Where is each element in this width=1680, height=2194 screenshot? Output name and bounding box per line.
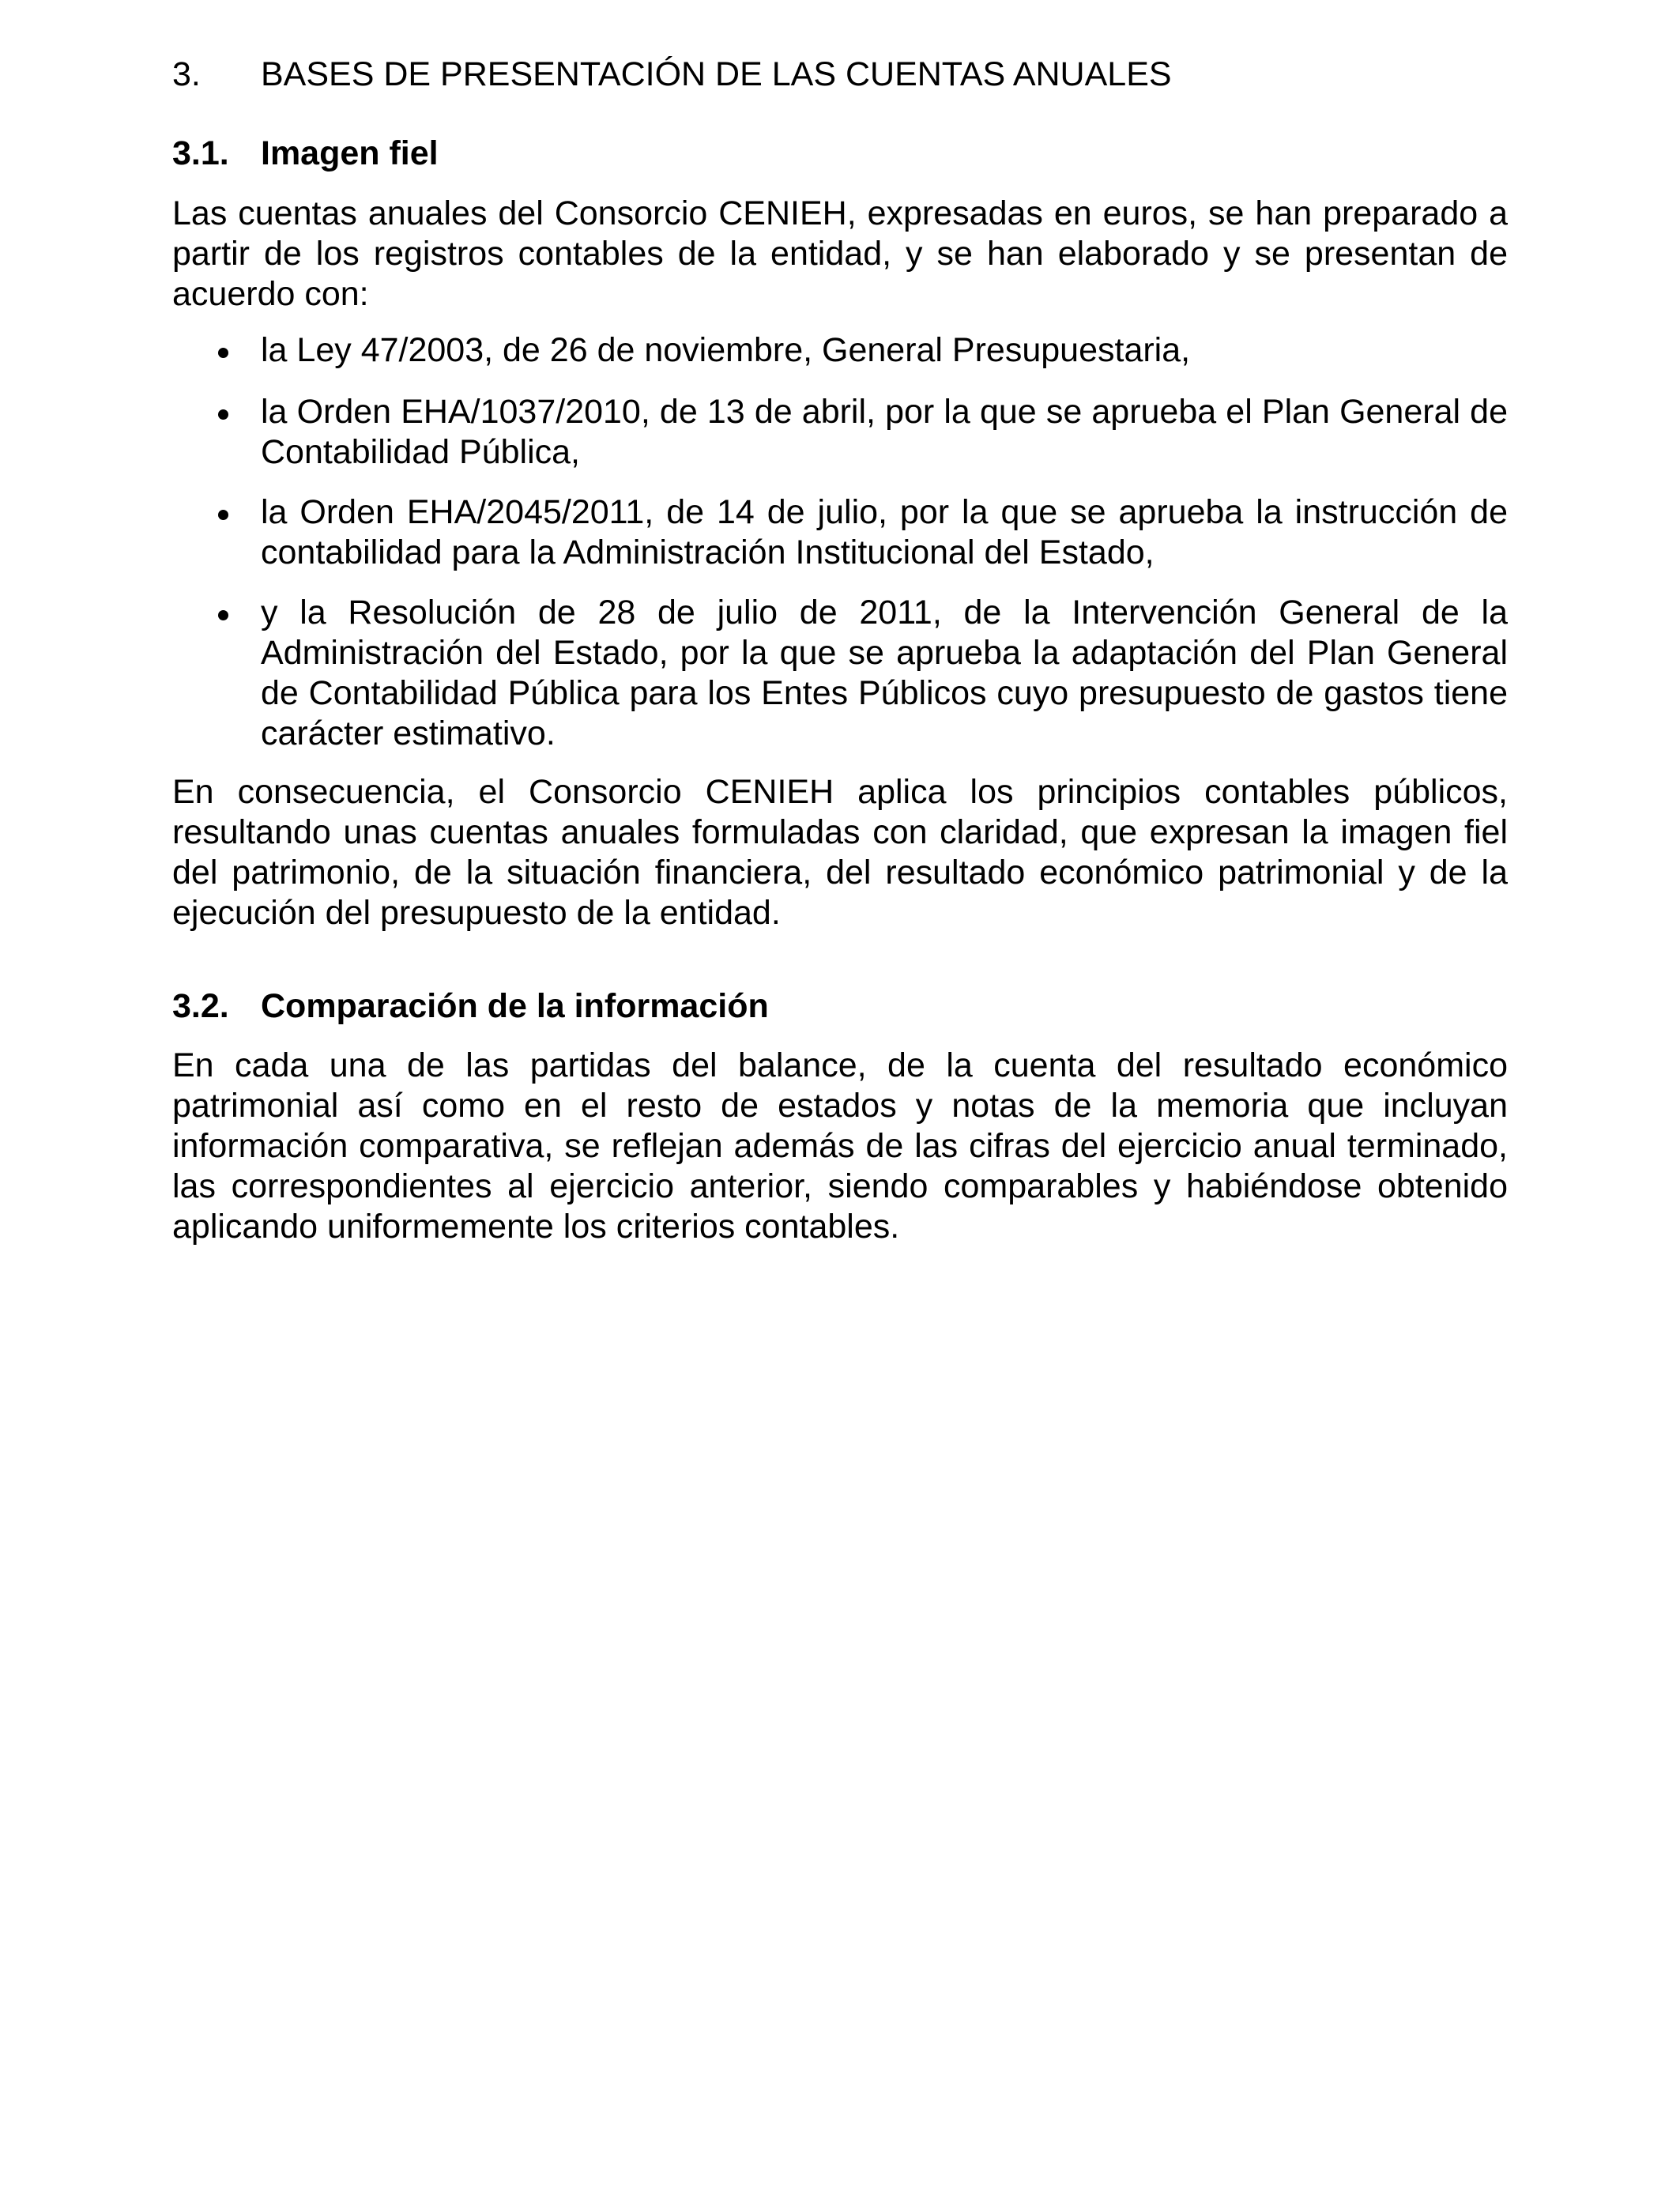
comparison-paragraph: En cada una de las partidas del balance, de la cuenta del resultado económico patrimonial así como en el resto de estados y notas de la memoria que incluyan información comparativa, se reflejan además de las cifras del ejercicio anual terminado, las correspondientes al ejercicio anterior, siendo comparables y habiéndose obtenido aplicando uniformemente los criterios contables. [172, 1046, 1508, 1246]
list-item-text: la Ley 47/2003, de 26 de noviembre, General Presupuestaria, [261, 331, 1191, 369]
list-item-text: y la Resolución de 28 de julio de 2011, de la Intervención General de la Administración del Estado, por la que se aprueba la adaptación del Plan General de Contabilidad Pública para los Entes Públicos cuyo presupuesto de gastos tiene carácter estimativo. [261, 594, 1508, 752]
intro-paragraph: Las cuentas anuales del Consorcio CENIEH, expresadas en euros, se han preparado a partir de los registros contables de la entidad, y se han elaborado y se presentan de acuerdo con: [172, 194, 1508, 313]
list-item-text: la Orden EHA/2045/2011, de 14 de julio, por la que se aprueba la instrucción de contabilidad para la Administración Institucional del Estado, [261, 493, 1508, 571]
bullet-icon [218, 510, 228, 520]
conclusion-paragraph: En consecuencia, el Consorcio CENIEH aplica los principios contables públicos, resultando unas cuentas anuales formuladas con claridad, que expresan la imagen fiel del patrimonio, de la situación financiera, del resultado económico patrimonial y de la ejecución del presupuesto de la entidad. [172, 773, 1508, 932]
subsection-title: Comparación de la información [261, 987, 769, 1025]
subsection-number: 3.1. [172, 134, 229, 172]
list-item-text: la Orden EHA/1037/2010, de 13 de abril, por la que se aprueba el Plan General de Contabilidad Pública, [261, 393, 1508, 471]
section-title: BASES DE PRESENTACIÓN DE LAS CUENTAS ANUALES [261, 55, 1172, 93]
bullet-icon [218, 348, 228, 358]
section-number: 3. [172, 55, 201, 93]
subsection-title: Imagen fiel [261, 134, 439, 172]
subsection-number: 3.2. [172, 987, 229, 1025]
bullet-icon [218, 409, 228, 420]
bullet-icon [218, 610, 228, 620]
